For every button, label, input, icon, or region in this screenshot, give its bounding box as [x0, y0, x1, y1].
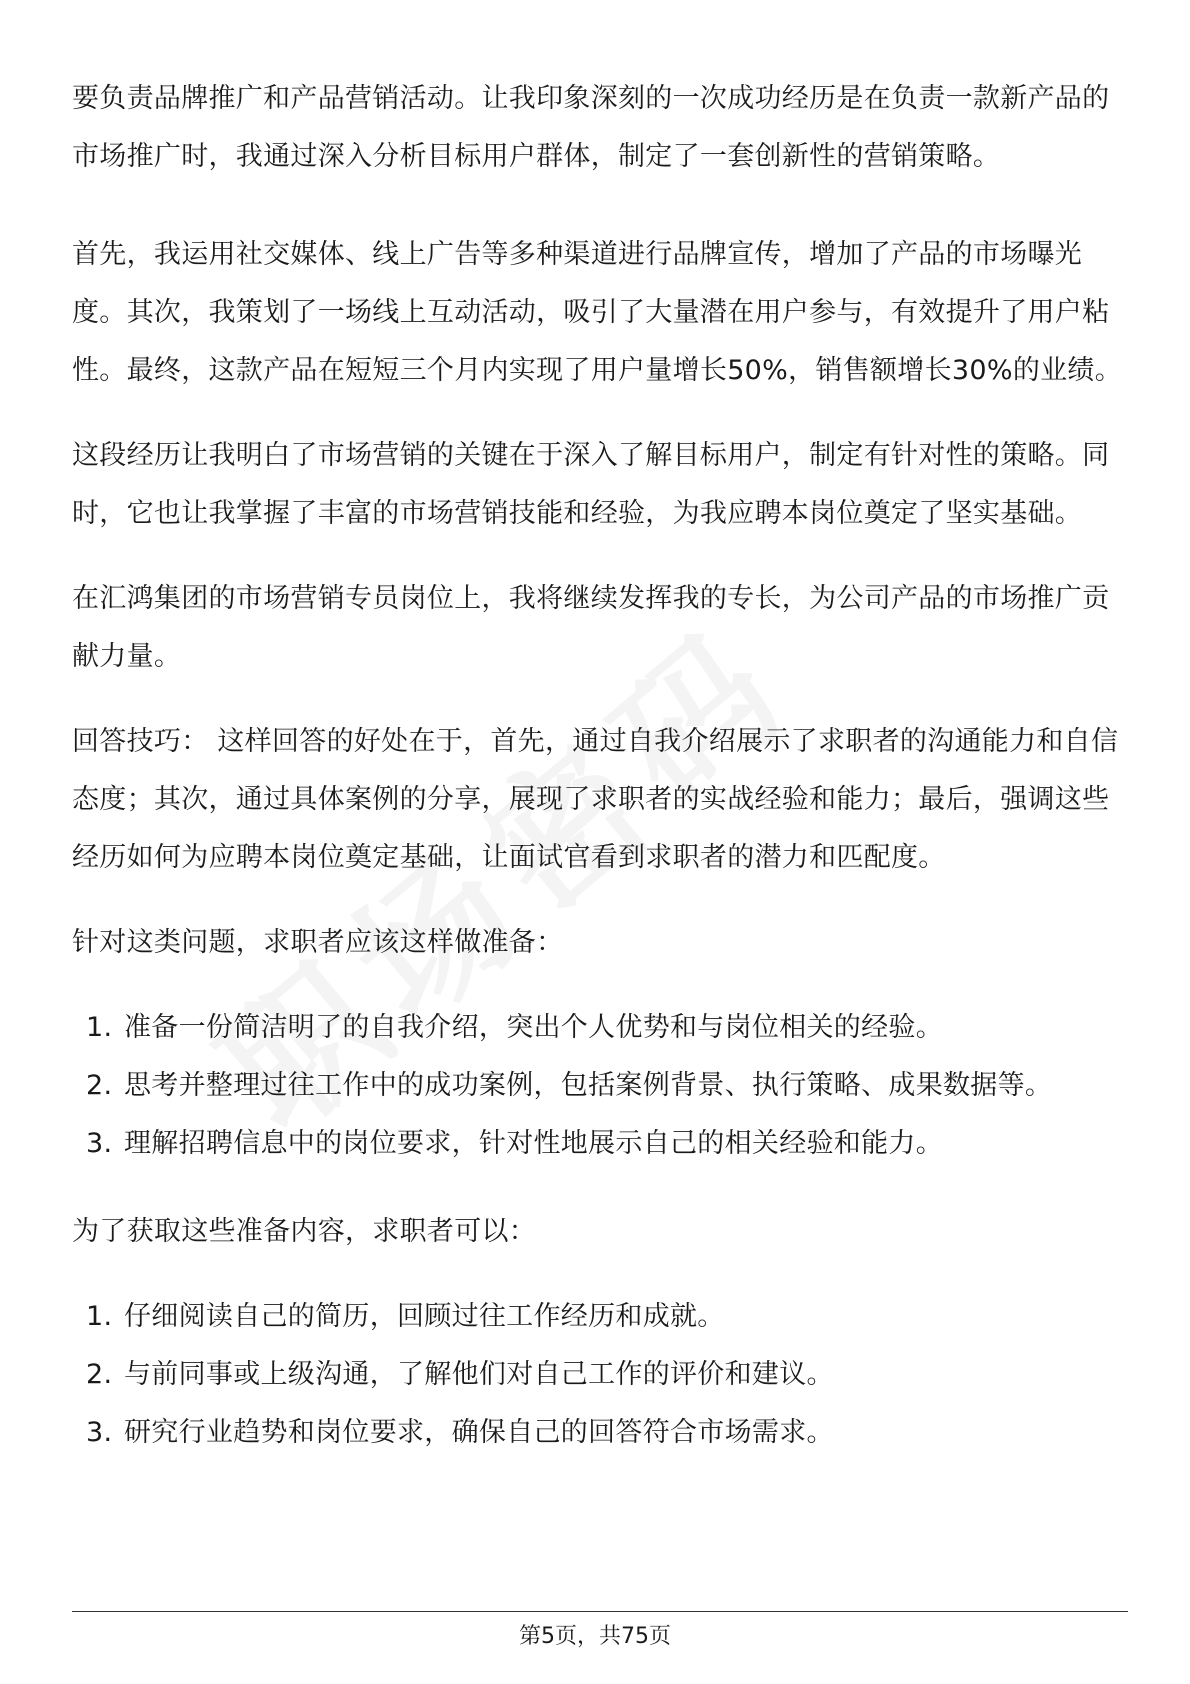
list-item-number: 2.: [86, 1070, 113, 1101]
answer-tips-paragraph: 回答技巧： 这样回答的好处在于，首先，通过自我介绍展示了求职者的沟通能力和自信态度；其次，通过具体案例的分享，展现了求职者的实战经验和能力；最后，强调这些经历如何为应聘本岗位奠定基础，让面试官看到求职者的潜力和匹配度。: [72, 726, 1119, 873]
list-item-number: 1.: [86, 1301, 113, 1332]
list-item-text: 仔细阅读自己的简历，回顾过往工作经历和成就。: [124, 1301, 725, 1332]
paragraph: 针对这类问题，求职者应该这样做准备：: [72, 927, 564, 958]
list-item: [72, 999, 1128, 1057]
list-item-text: 准备一份简洁明了的自我介绍，突出个人优势和与岗位相关的经验。: [124, 1012, 943, 1043]
list-item-number: 3.: [86, 1128, 113, 1159]
list-item: [72, 1346, 1128, 1404]
paragraph: 首先，我运用社交媒体、线上广告等多种渠道进行品牌宣传，增加了产品的市场曝光度。其次，我策划了一场线上互动活动，吸引了大量潜在用户参与，有效提升了用户粘性。最终，这款产品在短短三个月内实现了用户量增长50%，销售额增长30%的业绩。: [72, 239, 1123, 386]
sources-list: [72, 1288, 1128, 1462]
footer-divider: [72, 1611, 1128, 1612]
paragraph: 要负责品牌推广和产品营销活动。让我印象深刻的一次成功经历是在负责一款新产品的市场推广时，我通过深入分析目标用户群体，制定了一套创新性的营销策略。: [72, 83, 1110, 172]
list-item: [72, 1057, 1128, 1115]
list-item: [72, 1288, 1128, 1346]
list-item-number: 2.: [86, 1359, 113, 1390]
list-item-number: 1.: [86, 1012, 113, 1043]
preparation-list: [72, 999, 1128, 1173]
document-body: [72, 70, 1128, 1492]
list-item-text: 思考并整理过往工作中的成功案例，包括案例背景、执行策略、成果数据等。: [124, 1070, 1053, 1101]
list-item-number: 3.: [86, 1417, 113, 1448]
page-number: 第5页，共75页: [519, 1624, 671, 1649]
paragraph: 这段经历让我明白了市场营销的关键在于深入了解目标用户，制定有针对性的策略。同时，它也让我掌握了丰富的市场营销技能和经验，为我应聘本岗位奠定了坚实基础。: [72, 440, 1110, 529]
list-item: [72, 1115, 1128, 1173]
list-item-text: 理解招聘信息中的岗位要求，针对性地展示自己的相关经验和能力。: [124, 1128, 943, 1159]
paragraph: 为了获取这些准备内容，求职者可以：: [72, 1216, 537, 1247]
list-item: [72, 1404, 1128, 1462]
list-item-text: 研究行业趋势和岗位要求，确保自己的回答符合市场需求。: [124, 1417, 834, 1448]
paragraph: 在汇鸿集团的市场营销专员岗位上，我将继续发挥我的专长，为公司产品的市场推广贡献力量。: [72, 583, 1110, 672]
list-item-text: 与前同事或上级沟通，了解他们对自己工作的评价和建议。: [124, 1359, 834, 1390]
